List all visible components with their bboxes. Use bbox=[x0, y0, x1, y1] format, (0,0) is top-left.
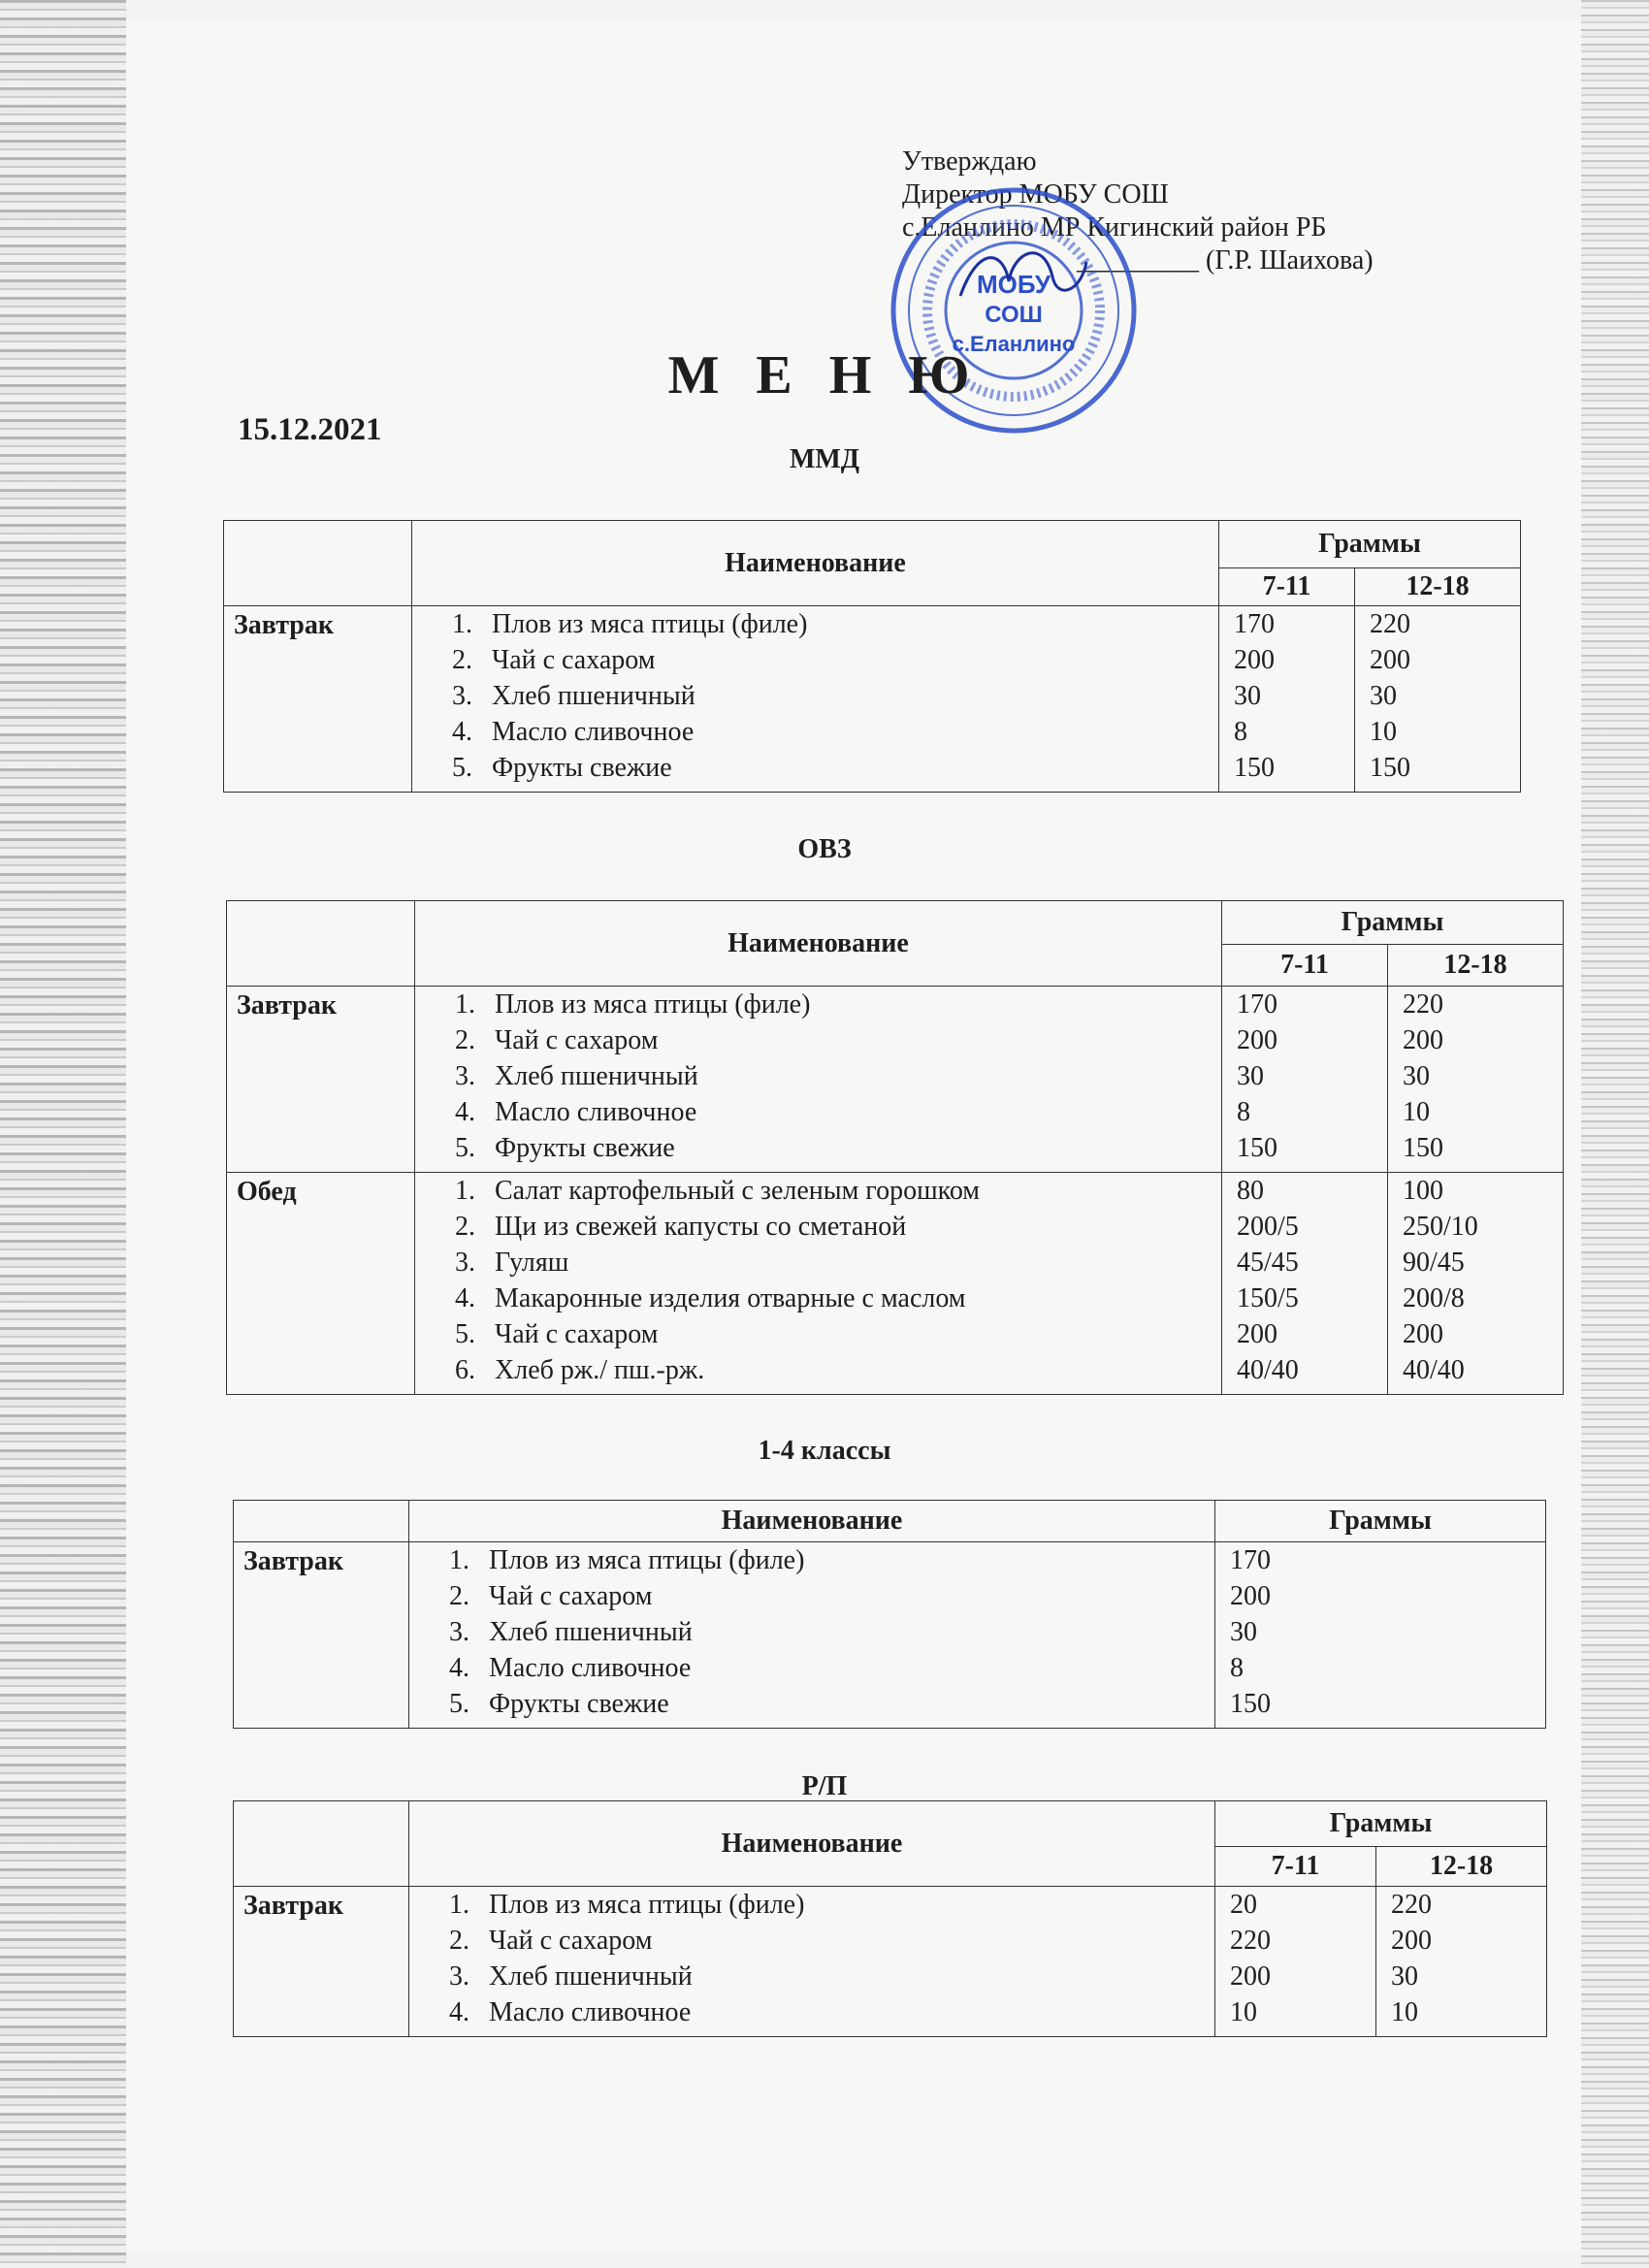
meal-name: Завтрак bbox=[224, 606, 412, 793]
dish-item: 6. Хлеб рж./ пш.-рж. bbox=[455, 1355, 705, 1385]
dish-item: 1. Плов из мяса птицы (филе) bbox=[455, 989, 811, 1020]
col-age-12-18: 12-18 bbox=[1388, 945, 1564, 987]
menu-table-ovz bbox=[226, 900, 1564, 1395]
dish-item: 4. Масло сливочное bbox=[449, 1997, 692, 2027]
grams-12-18: 220 200 30 10 150 bbox=[1355, 606, 1521, 793]
stamp-type: СОШ bbox=[985, 302, 1043, 328]
dish-item: 3. Гуляш bbox=[455, 1247, 569, 1278]
col-name-header: Наименование bbox=[412, 521, 1219, 606]
stamp-place: с.Еланлино bbox=[952, 332, 1076, 356]
section-title-mmd: ММД bbox=[789, 444, 860, 474]
meal-name: Завтрак bbox=[234, 1542, 409, 1729]
dish-item: 3. Хлеб пшеничный bbox=[452, 681, 695, 711]
dish-item: 4. Масло сливочное bbox=[449, 1653, 692, 1683]
col-grams-header: Граммы bbox=[1222, 901, 1564, 945]
col-grams-header: Граммы bbox=[1215, 1501, 1546, 1542]
col-name-header: Наименование bbox=[415, 901, 1222, 987]
dish-item: 1. Салат картофельный с зеленым горошком bbox=[455, 1176, 981, 1206]
dish-item: 2. Щи из свежей капусты со сметаной bbox=[455, 1212, 907, 1242]
dish-item: 5. Чай с сахаром bbox=[455, 1319, 659, 1349]
approval-line-3: с.Еланлино МР Кигинский район РБ bbox=[902, 212, 1327, 243]
dish-item: 3. Хлеб пшеничный bbox=[449, 1961, 693, 1992]
dish-item: 4. Макаронные изделия отварные с маслом bbox=[455, 1283, 966, 1313]
scan-edge-right bbox=[1581, 0, 1649, 2268]
approval-line-4: _________ (Г.Р. Шаихова) bbox=[1077, 245, 1374, 275]
grams-12-18: 220 200 30 10 bbox=[1376, 1887, 1547, 2037]
section-title-grades-1-4: 1-4 классы bbox=[758, 1436, 891, 1466]
col-age-7-11: 7-11 bbox=[1215, 1847, 1376, 1887]
meal-name: Обед bbox=[227, 1173, 415, 1395]
grams-12-18: 100 250/10 90/45 200/8 200 40/40 bbox=[1388, 1173, 1564, 1395]
dish-item: 2. Чай с сахаром bbox=[455, 1025, 659, 1055]
dish-item: 3. Хлеб пшеничный bbox=[449, 1617, 693, 1647]
grams-7-11: 170 200 30 8 150 bbox=[1222, 987, 1388, 1173]
grams-7-11: 80 200/5 45/45 150/5 200 40/40 bbox=[1222, 1173, 1388, 1395]
dish-item: 2. Чай с сахаром bbox=[449, 1581, 653, 1611]
col-name-header: Наименование bbox=[409, 1501, 1215, 1542]
dish-item: 1. Плов из мяса птицы (филе) bbox=[449, 1890, 805, 1920]
dish-item: 3. Хлеб пшеничный bbox=[455, 1061, 698, 1091]
dish-item: 5. Фрукты свежие bbox=[452, 753, 672, 783]
dish-item: 4. Масло сливочное bbox=[452, 717, 695, 747]
menu-table-rp bbox=[233, 1800, 1547, 2037]
dish-list bbox=[415, 1173, 1221, 1388]
menu-table-grades-1-4 bbox=[233, 1500, 1546, 1729]
col-age-12-18: 12-18 bbox=[1376, 1847, 1547, 1887]
grams: 170 200 30 8 150 bbox=[1215, 1542, 1546, 1729]
menu-table-mmd bbox=[223, 520, 1521, 793]
col-age-7-11: 7-11 bbox=[1222, 945, 1388, 987]
col-grams-header: Граммы bbox=[1215, 1801, 1547, 1847]
dish-list bbox=[415, 987, 1221, 1166]
section-title-rp: Р/П bbox=[801, 1771, 848, 1801]
approval-line-2: Директор МОБУ СОШ bbox=[902, 179, 1169, 210]
dish-item: 4. Масло сливочное bbox=[455, 1097, 697, 1127]
dish-item: 2. Чай с сахаром bbox=[449, 1926, 653, 1956]
dish-item: 1. Плов из мяса птицы (филе) bbox=[449, 1545, 805, 1575]
grams-7-11: 20 220 200 10 bbox=[1215, 1887, 1376, 2037]
menu-date: 15.12.2021 bbox=[238, 412, 382, 447]
dish-list bbox=[412, 606, 1218, 786]
col-age-7-11: 7-11 bbox=[1219, 568, 1355, 606]
meal-name: Завтрак bbox=[234, 1887, 409, 2037]
dish-item: 1. Плов из мяса птицы (филе) bbox=[452, 609, 808, 639]
section-title-ovz: ОВЗ bbox=[797, 834, 852, 864]
dish-item: 5. Фрукты свежие bbox=[449, 1689, 669, 1719]
dish-list bbox=[409, 1542, 1214, 1722]
dish-list bbox=[409, 1887, 1214, 2030]
approval-line-1: Утверждаю bbox=[902, 146, 1037, 177]
page-title: М Е Н Ю bbox=[667, 345, 982, 405]
grams-7-11: 170 200 30 8 150 bbox=[1219, 606, 1355, 793]
col-age-12-18: 12-18 bbox=[1355, 568, 1521, 606]
meal-name: Завтрак bbox=[227, 987, 415, 1173]
dish-item: 5. Фрукты свежие bbox=[455, 1133, 675, 1163]
col-name-header: Наименование bbox=[409, 1801, 1215, 1887]
grams-12-18: 220 200 30 10 150 bbox=[1388, 987, 1564, 1173]
scan-edge-left bbox=[0, 0, 126, 2268]
stamp-org: МОБУ bbox=[976, 270, 1051, 299]
dish-item: 2. Чай с сахаром bbox=[452, 645, 656, 675]
col-grams-header: Граммы bbox=[1219, 521, 1521, 568]
